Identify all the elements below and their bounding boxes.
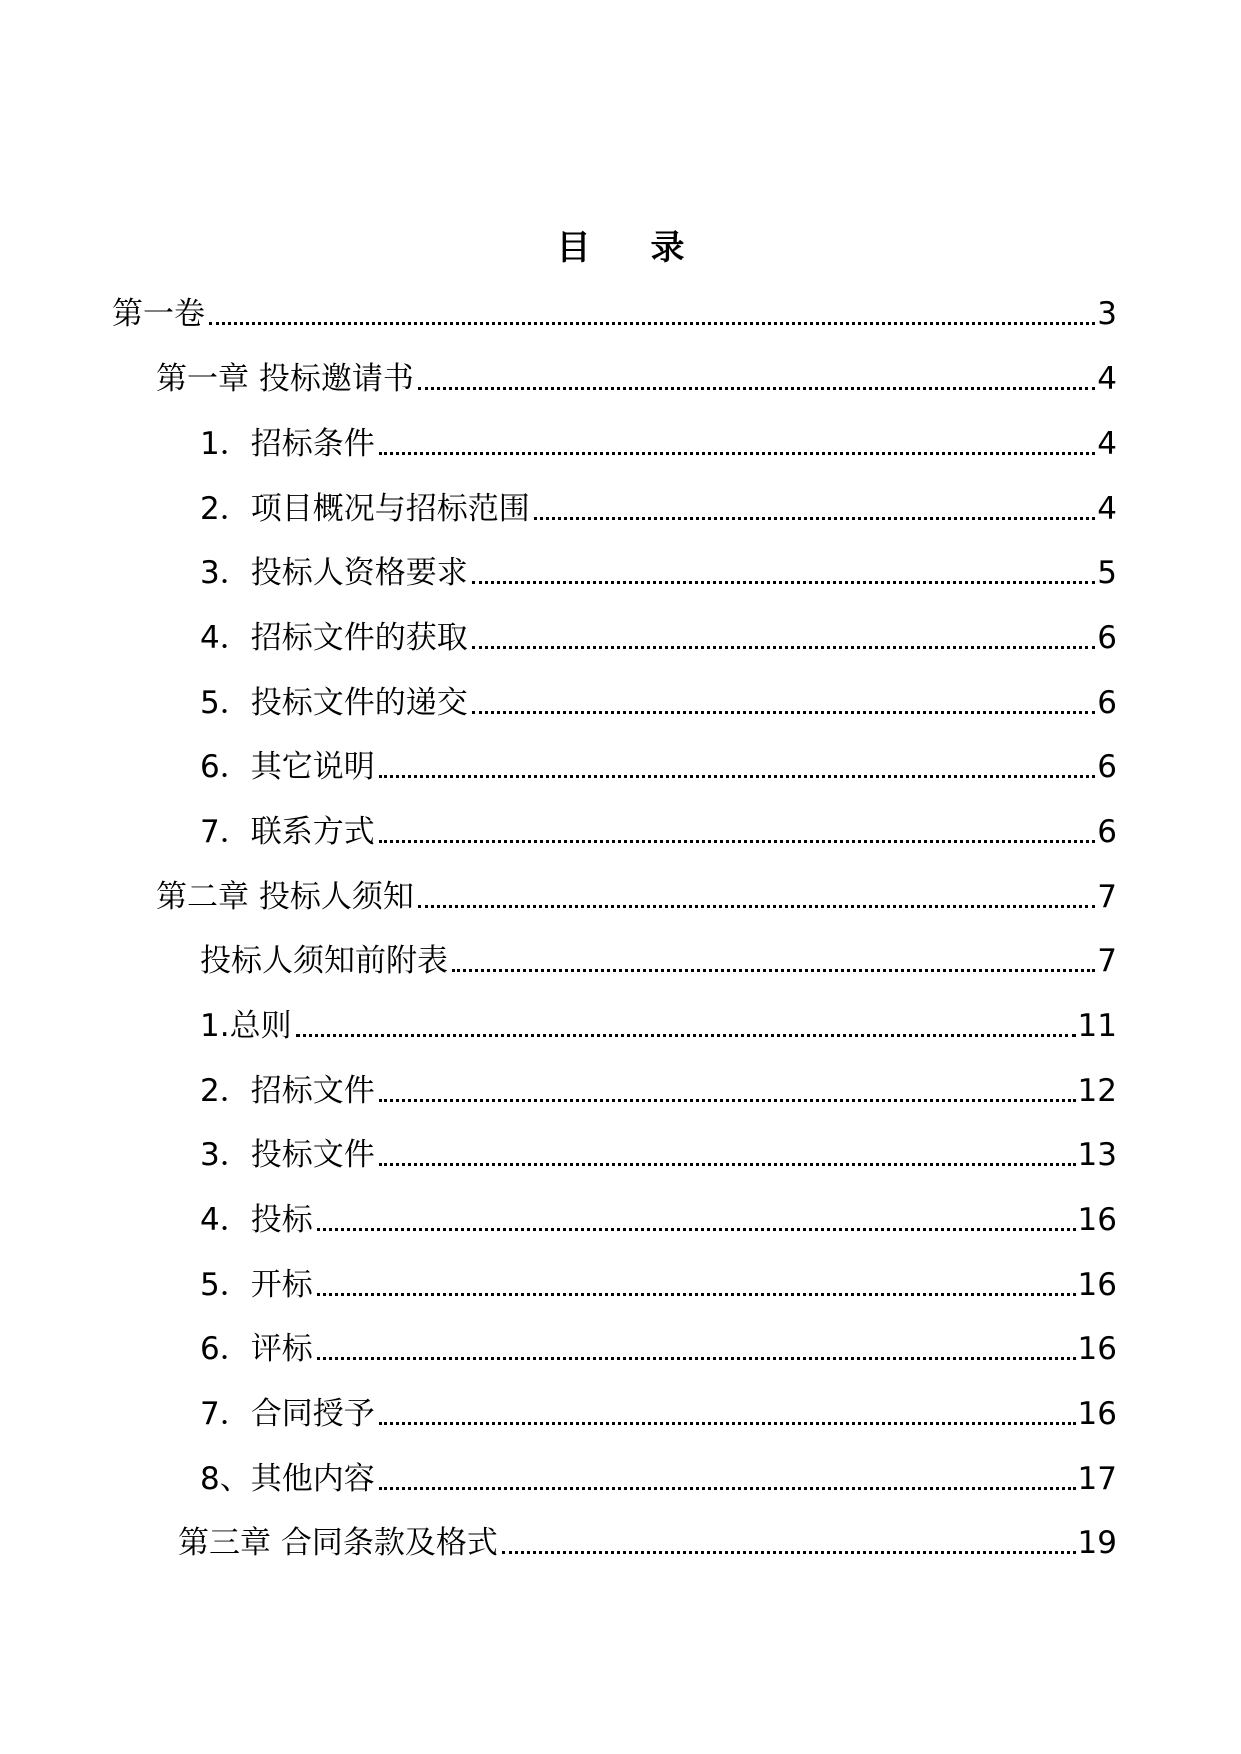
toc-title-part1: 目 bbox=[556, 228, 591, 268]
toc-entry-page: 11 bbox=[1077, 1008, 1117, 1044]
toc-entry-page: 12 bbox=[1077, 1073, 1117, 1109]
toc-entry-section[interactable] bbox=[200, 1325, 1117, 1369]
toc-entry-section[interactable] bbox=[200, 1002, 1117, 1046]
toc-entry-text: 6．其它说明 bbox=[200, 749, 375, 785]
toc-entry-section[interactable] bbox=[200, 1131, 1117, 1175]
toc-entry-text: 第一卷 bbox=[112, 296, 205, 332]
toc-entry-page: 13 bbox=[1077, 1137, 1117, 1173]
toc-entry-text: 8、其他内容 bbox=[200, 1461, 375, 1497]
toc-entry-section[interactable] bbox=[200, 420, 1117, 464]
toc-entry-text: 2．招标文件 bbox=[200, 1073, 375, 1109]
toc-entry-page: 5 bbox=[1097, 555, 1117, 591]
toc-leader-dots bbox=[317, 1228, 1076, 1231]
toc-leader-dots bbox=[379, 1422, 1076, 1425]
toc-entry-text: 3．投标人资格要求 bbox=[200, 555, 468, 591]
toc-entry-page: 16 bbox=[1077, 1396, 1117, 1432]
toc-entry-volume-1[interactable] bbox=[112, 290, 1117, 334]
toc-entry-text: 第三章 合同条款及格式 bbox=[178, 1525, 498, 1561]
toc-leader-dots bbox=[418, 905, 1095, 908]
toc-entry-text: 4．招标文件的获取 bbox=[200, 620, 468, 656]
toc-entry-section[interactable] bbox=[200, 679, 1117, 723]
toc-entry-section[interactable] bbox=[200, 808, 1117, 852]
toc-leader-dots bbox=[209, 322, 1095, 325]
toc-leader-dots bbox=[317, 1293, 1076, 1296]
toc-entry-page: 16 bbox=[1077, 1267, 1117, 1303]
toc-entry-page: 16 bbox=[1077, 1331, 1117, 1367]
toc-entry-text: 6．评标 bbox=[200, 1331, 313, 1367]
toc-entry-page: 6 bbox=[1097, 749, 1117, 785]
toc-entry-chapter-3[interactable] bbox=[178, 1519, 1117, 1563]
toc-entry-section[interactable] bbox=[200, 937, 1117, 981]
toc-leader-dots bbox=[317, 1357, 1076, 1360]
toc-leader-dots bbox=[296, 1034, 1076, 1037]
toc-entry-page: 7 bbox=[1097, 943, 1117, 979]
toc-entry-text: 5．开标 bbox=[200, 1267, 313, 1303]
toc-entry-section[interactable] bbox=[200, 743, 1117, 787]
toc-entry-section[interactable] bbox=[200, 1261, 1117, 1305]
toc-leader-dots bbox=[472, 581, 1096, 584]
toc-entry-page: 7 bbox=[1097, 879, 1117, 915]
toc-entry-page: 3 bbox=[1097, 296, 1117, 332]
toc-entry-page: 4 bbox=[1097, 491, 1117, 527]
toc-entry-text: 第二章 投标人须知 bbox=[156, 879, 414, 915]
toc-title bbox=[0, 228, 1241, 268]
toc-leader-dots bbox=[379, 452, 1096, 455]
toc-entry-section[interactable] bbox=[200, 1067, 1117, 1111]
toc-entry-page: 19 bbox=[1077, 1525, 1117, 1561]
toc-entry-text: 7．联系方式 bbox=[200, 814, 375, 850]
toc-entry-section[interactable] bbox=[200, 1390, 1117, 1434]
toc-entry-text: 1.总则 bbox=[200, 1008, 292, 1044]
toc-title-part2: 录 bbox=[650, 228, 685, 268]
toc-entry-text: 2．项目概况与招标范围 bbox=[200, 491, 530, 527]
toc-entry-text: 5．投标文件的递交 bbox=[200, 685, 468, 721]
toc-leader-dots bbox=[472, 646, 1096, 649]
toc-leader-dots bbox=[472, 711, 1096, 714]
toc-leader-dots bbox=[418, 387, 1095, 390]
toc-leader-dots bbox=[502, 1551, 1076, 1554]
toc-entry-page: 6 bbox=[1097, 685, 1117, 721]
toc-entry-section[interactable] bbox=[200, 485, 1117, 529]
toc-entry-text: 第一章 投标邀请书 bbox=[156, 361, 414, 397]
toc-entry-text: 3．投标文件 bbox=[200, 1137, 375, 1173]
toc-leader-dots bbox=[534, 517, 1096, 520]
toc-entry-text: 4．投标 bbox=[200, 1202, 313, 1238]
toc-entry-chapter-2[interactable] bbox=[156, 873, 1117, 917]
toc-leader-dots bbox=[379, 1487, 1076, 1490]
toc-leader-dots bbox=[452, 969, 1095, 972]
toc-entry-text: 1．招标条件 bbox=[200, 426, 375, 462]
toc-entry-section[interactable] bbox=[200, 614, 1117, 658]
toc-entry-text: 投标人须知前附表 bbox=[200, 943, 448, 979]
toc-entry-page: 17 bbox=[1077, 1461, 1117, 1497]
toc-entry-page: 6 bbox=[1097, 814, 1117, 850]
toc-entry-section[interactable] bbox=[200, 549, 1117, 593]
toc-entry-page: 4 bbox=[1097, 426, 1117, 462]
toc-entry-text: 7．合同授予 bbox=[200, 1396, 375, 1432]
toc-entry-chapter-1[interactable] bbox=[156, 355, 1117, 399]
toc-leader-dots bbox=[379, 1099, 1076, 1102]
toc-leader-dots bbox=[379, 840, 1096, 843]
toc-entry-section[interactable] bbox=[200, 1196, 1117, 1240]
toc-entry-section[interactable] bbox=[200, 1455, 1117, 1499]
toc-leader-dots bbox=[379, 1163, 1076, 1166]
toc-entry-page: 16 bbox=[1077, 1202, 1117, 1238]
toc-entry-page: 6 bbox=[1097, 620, 1117, 656]
toc-entry-page: 4 bbox=[1097, 361, 1117, 397]
toc-leader-dots bbox=[379, 775, 1096, 778]
